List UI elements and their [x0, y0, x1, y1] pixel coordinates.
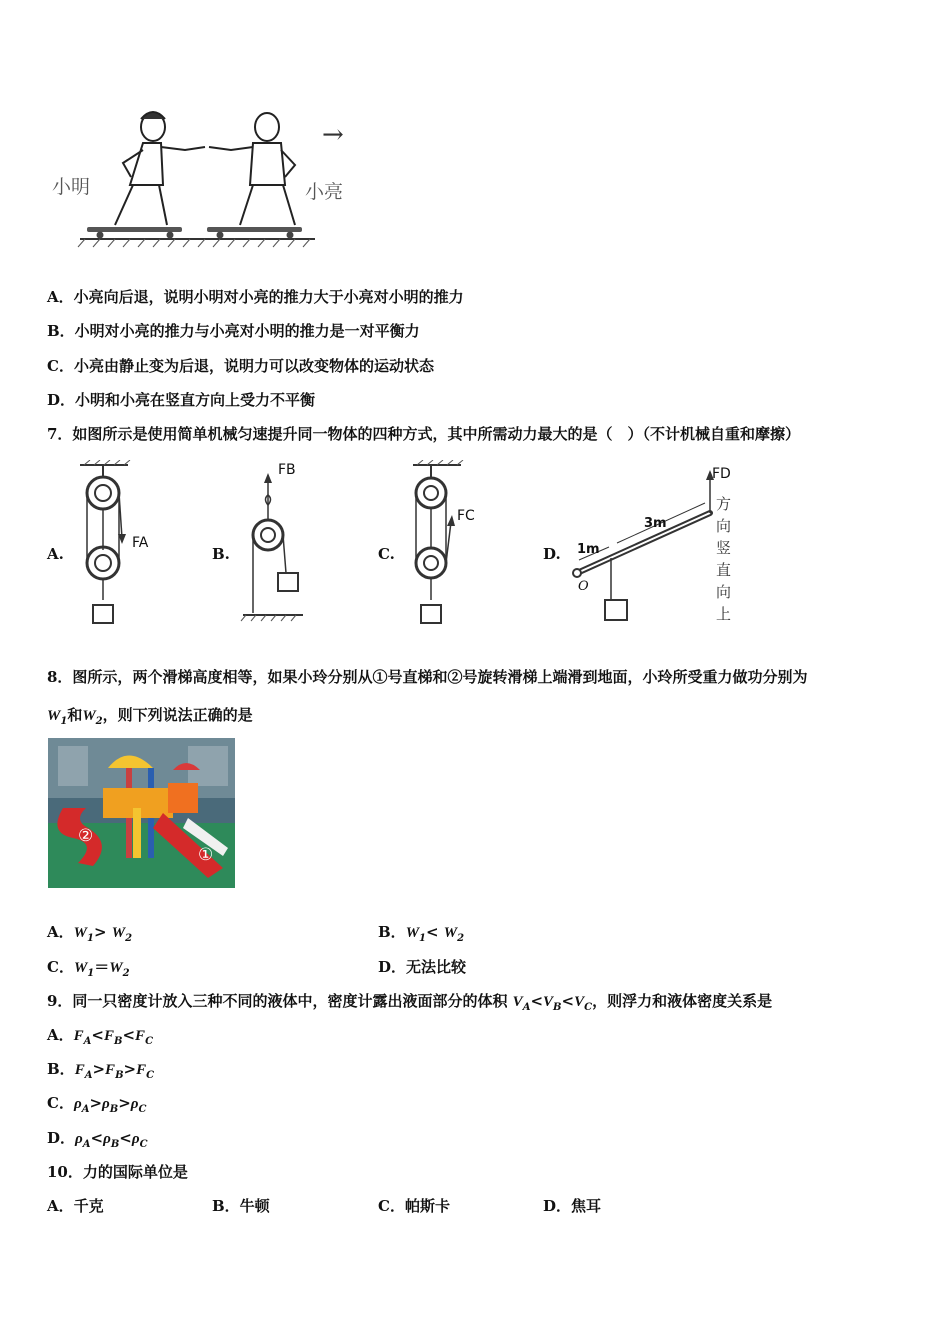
pulley-system-b [238, 465, 308, 625]
q10-option-c: C．帕斯卡 [378, 1197, 450, 1215]
force-b-label: FB [278, 462, 296, 478]
q10-option-d: D．焦耳 [543, 1197, 602, 1215]
opt-letter: A． [47, 923, 74, 941]
and-text: 和 [67, 706, 83, 724]
opt-letter: A． [47, 1026, 74, 1044]
lt: < [90, 1129, 104, 1147]
lever-pivot: O [578, 579, 589, 594]
note-char: 向 [716, 583, 732, 601]
q8-stem-line1: 8．图所示，两个滑梯高度相等，如果小玲分别从①号直梯和②号旋转滑梯上端滑到地面，小玲所受重力做功分别为 [47, 668, 808, 686]
slide-mark-2: ② [78, 826, 94, 846]
q7-label-a: A. [47, 545, 64, 563]
w-symbol: W [443, 925, 458, 941]
stem-tail: ，则下列说法正确的是 [102, 706, 253, 724]
gt: > [92, 1060, 106, 1078]
lever-short-arm: 1m [577, 542, 600, 557]
w-symbol: W [109, 960, 123, 976]
force-c-label: FC [457, 508, 475, 524]
slide-mark-1: ① [198, 845, 214, 865]
xiaoliang-label: 小亮 [305, 181, 344, 203]
stem-pre: 9．同一只密度计放入三种不同的液体中，密度计露出液面部分的体积 [47, 992, 513, 1010]
opt-letter: B． [47, 1060, 75, 1078]
q8-option-b: B．$W_1< W_2$ [378, 923, 465, 944]
w-symbol: W [47, 708, 61, 724]
gt: > [123, 1060, 137, 1078]
q9-stem: 9．同一只密度计放入三种不同的液体中，密度计露出液面部分的体积 $V_A<V_B<V_C$，则浮力和液体密度关系是 [47, 992, 773, 1013]
q7-label-b: B. [212, 545, 230, 563]
w-symbol: W [82, 708, 96, 724]
q6-option-b: B．小明对小亮的推力与小亮对小明的推力是一对平衡力 [47, 322, 420, 340]
opt-letter: D． [47, 1129, 76, 1147]
note-char: 方 [716, 495, 732, 513]
lever-long-arm: 3m [644, 516, 667, 531]
note-char: 向 [716, 517, 732, 535]
opt-letter: C． [47, 958, 74, 976]
q8-option-c: C．$W_1=W_2$ [47, 958, 130, 979]
lt: < [561, 992, 575, 1010]
q10-option-b: B．牛顿 [212, 1197, 270, 1215]
w-symbol: W [73, 925, 87, 941]
opt-letter: C． [47, 1094, 74, 1112]
gt: > [118, 1094, 131, 1112]
note-char: 上 [716, 605, 732, 623]
playground-slide-photo [48, 738, 235, 888]
lt: < [530, 992, 544, 1010]
w-symbol: W [405, 925, 420, 941]
gt: > [89, 1094, 103, 1112]
q7-label-c: C. [378, 545, 395, 563]
q9-option-a: A．$F_A<F_B<F_C$ [47, 1026, 154, 1047]
cmp: > [93, 923, 112, 941]
q9-option-d: D．$\rho_A<\rho_B<\rho_C$ [47, 1129, 148, 1150]
q9-option-b: B．$F_A>F_B>F_C$ [47, 1060, 155, 1081]
q7-stem: 7．如图所示是使用简单机械匀速提升同一物体的四种方式，其中所需动力最大的是（ ）（不计机械自重和摩擦） [47, 425, 800, 443]
q8-stem-line2: $W_1$和$W_2$，则下列说法正确的是 [47, 706, 253, 727]
q8-option-d: D．无法比较 [378, 958, 467, 976]
q7-label-d: D. [543, 545, 561, 563]
force-a-label: FA [132, 535, 149, 551]
w-symbol: W [111, 925, 126, 941]
cmp: ＝ [94, 958, 110, 976]
note-char: 直 [716, 561, 732, 579]
q8-option-a: A．$W_1> W_2$ [47, 923, 133, 944]
note-char: 竖 [716, 539, 732, 557]
lt: < [122, 1026, 136, 1044]
force-d-label: FD [712, 466, 731, 482]
q6-option-d: D．小明和小亮在竖直方向上受力不平衡 [47, 391, 316, 409]
lt: < [91, 1026, 104, 1044]
q9-option-c: C．$\rho_A>\rho_B>\rho_C$ [47, 1094, 147, 1115]
stem-post: ，则浮力和液体密度关系是 [592, 992, 773, 1010]
q10-stem: 10．力的国际单位是 [47, 1163, 188, 1181]
opt-letter: B． [378, 923, 406, 941]
lever-direction-note [716, 493, 732, 625]
pulley-system-c [403, 460, 493, 635]
direction-arrow: → [322, 120, 344, 150]
q10-option-a: A．千克 [47, 1197, 104, 1215]
w-symbol: W [73, 960, 88, 976]
cmp: < [426, 923, 444, 941]
q6-option-a: A．小亮向后退，说明小明对小亮的推力大于小亮对小明的推力 [47, 288, 464, 306]
lt: < [119, 1129, 132, 1147]
xiaoming-label: 小明 [52, 176, 91, 198]
q6-option-c: C．小亮由静止变为后退，说明力可以改变物体的运动状态 [47, 357, 434, 375]
